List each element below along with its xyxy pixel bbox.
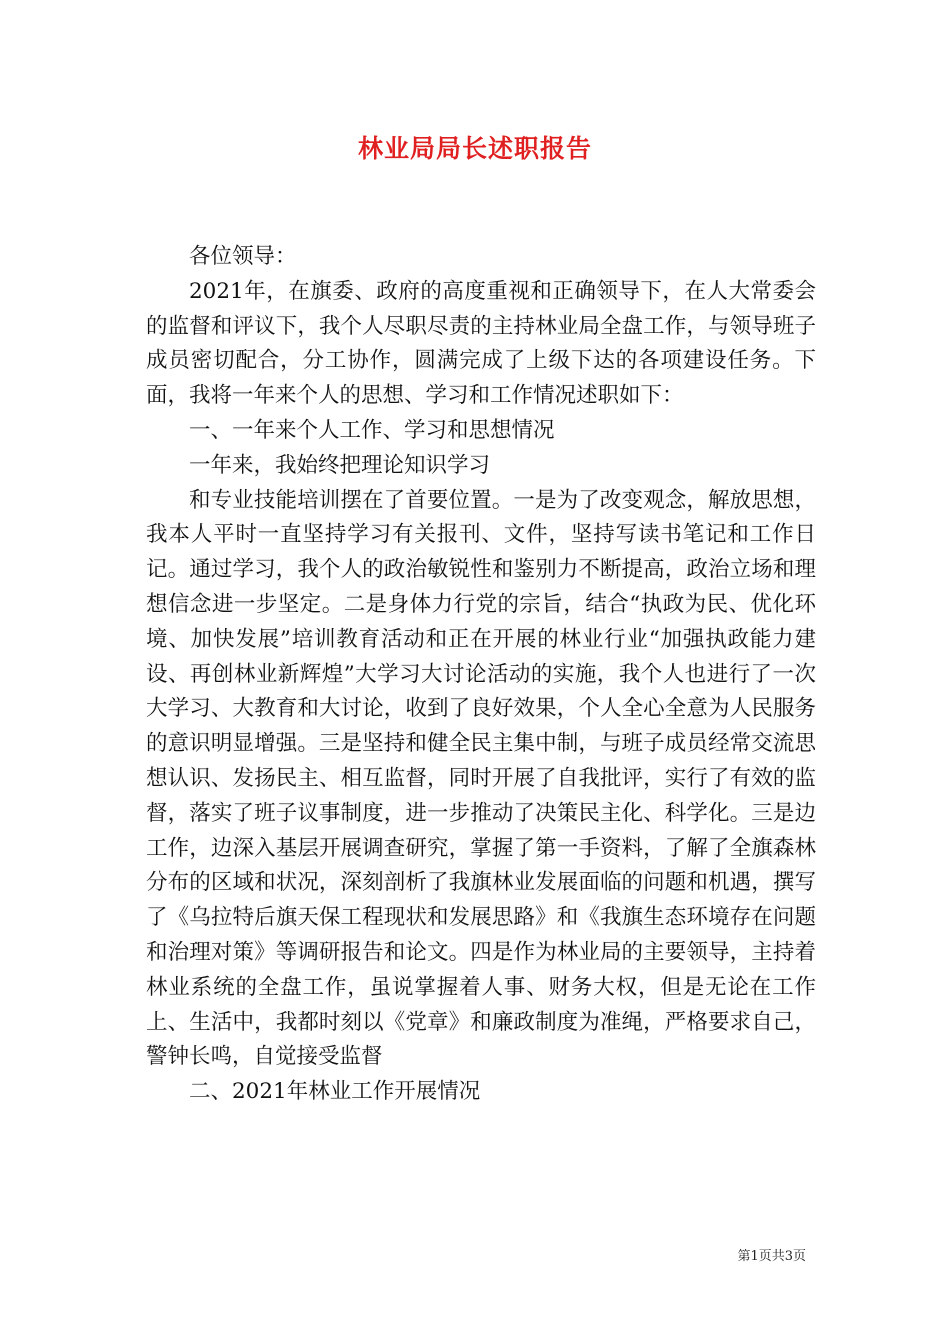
section-heading-1: 一、一年来个人工作、学习和思想情况: [189, 417, 555, 443]
document-body: [146, 240, 816, 1110]
body-paragraph: 和专业技能培训摆在了首要位置。一是为了改变观念，解放思想，我本人平时一直坚持学习有关报刊、文件，坚持写读书笔记和工作日记。通过学习，我个人的政治敏锐性和鉴别力不断提高，政治立场和理想信念进一步坚定。二是身体力行党的宗旨，结合“执政为民、优化环境、加快发展”培训教育活动和正在开展的林业行业“加强执政能力建设、再创林业新辉煌”大学习大讨论活动的实施，我个人也进行了一次大学习、大教育和大讨论，收到了良好效果，个人全心全意为人民服务的意识明显增强。三是坚持和健全民主集中制，与班子成员经常交流思想认识、发扬民主、相互监督，同时开展了自我批评，实行了有效的监督，落实了班子议事制度，进一步推动了决策民主化、科学化。三是边工作，边深入基层开展调查研究，掌握了第一手资料，了解了全旗森林分布的区域和状况，深刻剖析了我旗林业发展面临的问题和机遇，撰写了《乌拉特后旗天保工程现状和发展思路》和《我旗生态环境存在问题和治理对策》等调研报告和论文。四是作为林业局的主要领导，主持着林业系统的全盘工作，虽说掌握着人事、财务大权，但是无论在工作上、生活中，我都时刻以《党章》和廉政制度为准绳，严格要求自己，警钟长鸣，自觉接受监督: [146, 487, 816, 1070]
document-title: 林业局局长述职报告: [357, 134, 592, 163]
body-paragraph: 一年来，我始终把理论知识学习: [189, 452, 491, 478]
section-heading-2: 二、2021年林业工作开展情况: [189, 1079, 481, 1105]
salutation-paragraph: 各位领导：: [189, 244, 297, 269]
page-number: 第1页共3页: [737, 1249, 806, 1264]
intro-paragraph: 2021年，在旗委、政府的高度重视和正确领导下，在人大常委会的监督和评议下，我个人尽职尽责的主持林业局全盘工作，与领导班子成员密切配合，分工协作，圆满完成了上级下达的各项建设任务。下面，我将一年来个人的思想、学习和工作情况述职如下：: [146, 278, 816, 409]
